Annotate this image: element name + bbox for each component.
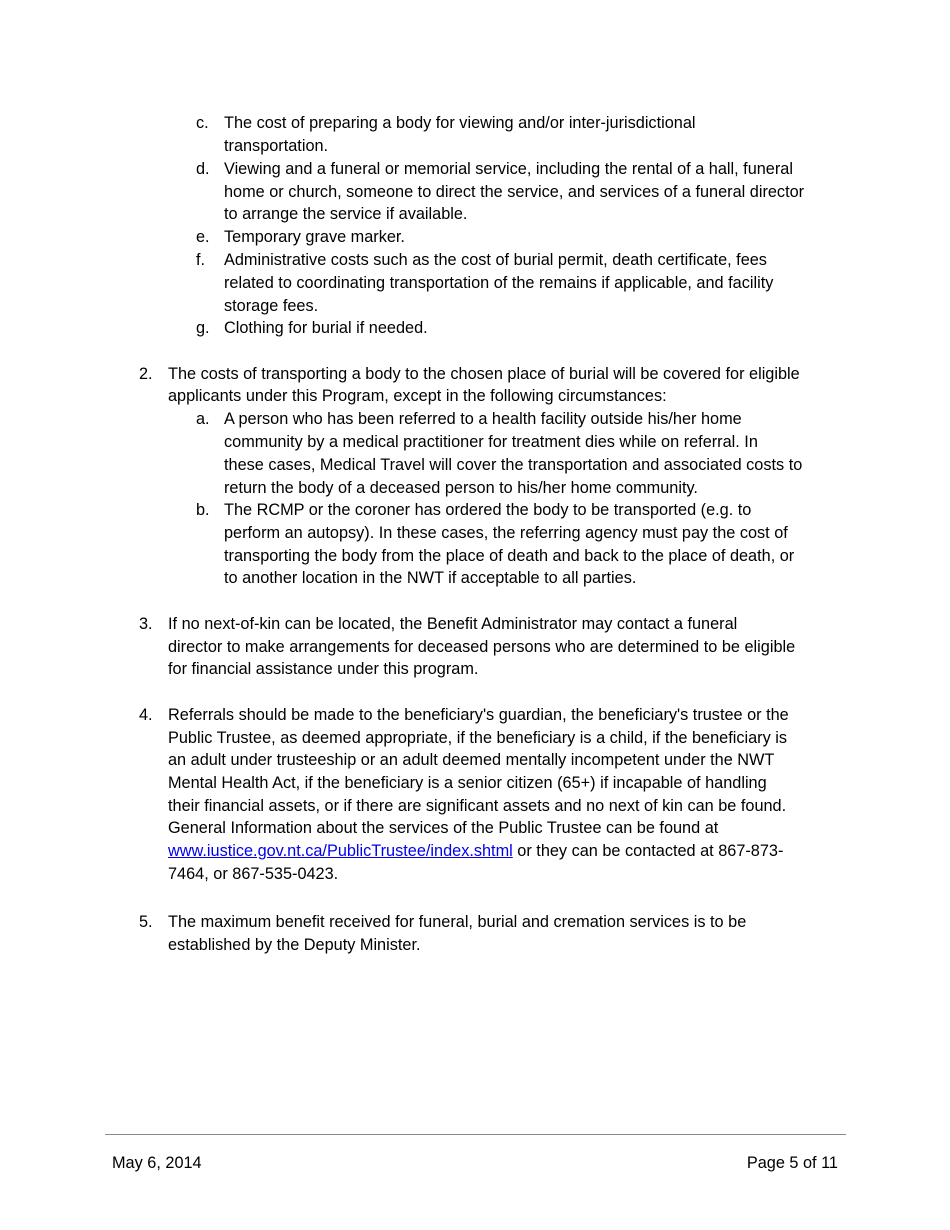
item-3-line-3: for financial assistance under this program. [168, 660, 479, 678]
sublist-d-line-3: to arrange the service if available. [224, 205, 468, 223]
sublist-g-line-1: Clothing for burial if needed. [224, 319, 428, 337]
item-2a-line-3: these cases, Medical Travel will cover the transportation and associated costs to [224, 456, 803, 474]
sublist-f-line-1: Administrative costs such as the cost of burial permit, death certificate, fees [224, 251, 767, 269]
list-marker-2: 2. [139, 365, 153, 383]
item-4-line-8: 7464, or 867-535-0423. [168, 865, 339, 883]
item-4-line-6: General Information about the services of the Public Trustee can be found at [168, 819, 719, 837]
item-5-line-2: established by the Deputy Minister. [168, 936, 421, 954]
item-2-line-2: applicants under this Program, except in the following circumstances: [168, 387, 667, 405]
item-2a-line-4: return the body of a deceased person to his/her home community. [224, 479, 698, 497]
item-2b-line-1: The RCMP or the coroner has ordered the body to be transported (e.g. to [224, 501, 752, 519]
item-2a-line-2: community by a medical practitioner for treatment dies while on referral. In [224, 433, 758, 451]
public-trustee-link[interactable]: www.iustice.gov.nt.ca/PublicTrustee/index.shtml [168, 842, 513, 860]
item-5-line-1: The maximum benefit received for funeral, burial and cremation services is to be [168, 913, 747, 931]
item-4-line-4: Mental Health Act, if the beneficiary is a senior citizen (65+) if incapable of handling [168, 774, 767, 792]
item-2b-line-4: to another location in the NWT if acceptable to all parties. [224, 569, 637, 587]
list-marker-4: 4. [139, 706, 153, 724]
item-3-line-2: director to make arrangements for deceased persons who are determined to be eligible [168, 638, 796, 656]
item-4-link-tail: or they can be contacted at 867-873- [512, 842, 784, 860]
list-marker-e: e. [196, 228, 210, 246]
item-2b-line-3: transporting the body from the place of death and back to the place of death, or [224, 547, 795, 565]
list-marker-g: g. [196, 319, 210, 337]
sublist-e-line-1: Temporary grave marker. [224, 228, 405, 246]
sublist-d-line-2: home or church, someone to direct the service, and services of a funeral director [224, 183, 805, 201]
sublist-f-line-3: storage fees. [224, 297, 319, 315]
footer-page-number: Page 5 of 11 [746, 1154, 838, 1172]
sublist-d-line-1: Viewing and a funeral or memorial service, including the rental of a hall, funeral [224, 160, 793, 178]
sublist-f-line-2: related to coordinating transportation of the remains if applicable, and facility [224, 274, 774, 292]
footer-divider [105, 1134, 846, 1135]
item-2b-line-2: perform an autopsy). In these cases, the referring agency must pay the cost of [224, 524, 788, 542]
item-2a-line-1: A person who has been referred to a health facility outside his/her home [224, 410, 742, 428]
item-4-line-1: Referrals should be made to the beneficiary's guardian, the beneficiary's trustee or the [168, 706, 789, 724]
item-4-line-5: their financial assets, or if there are significant assets and no next of kin can be found. [168, 797, 787, 815]
sublist-c-line-1: The cost of preparing a body for viewing and/or inter-jurisdictional [224, 114, 696, 132]
item-2-line-1: The costs of transporting a body to the chosen place of burial will be covered for eligible [168, 365, 800, 383]
sublist-c-line-2: transportation. [224, 137, 329, 155]
list-marker-2a: a. [196, 410, 210, 428]
item-4-line-2: Public Trustee, as deemed appropriate, if the beneficiary is a child, if the beneficiary is [168, 729, 788, 747]
item-4-line-3: an adult under trusteeship or an adult deemed mentally incompetent under the NWT [168, 751, 775, 769]
list-marker-d: d. [196, 160, 210, 178]
list-marker-2b: b. [196, 501, 210, 519]
list-marker-c: c. [196, 114, 209, 132]
list-marker-3: 3. [139, 615, 153, 633]
item-3-line-1: If no next-of-kin can be located, the Benefit Administrator may contact a funeral [168, 615, 738, 633]
item-4-line-7 [168, 840, 783, 863]
list-marker-f: f. [196, 251, 206, 269]
list-marker-5: 5. [139, 913, 153, 931]
footer-date: May 6, 2014 [112, 1154, 202, 1172]
